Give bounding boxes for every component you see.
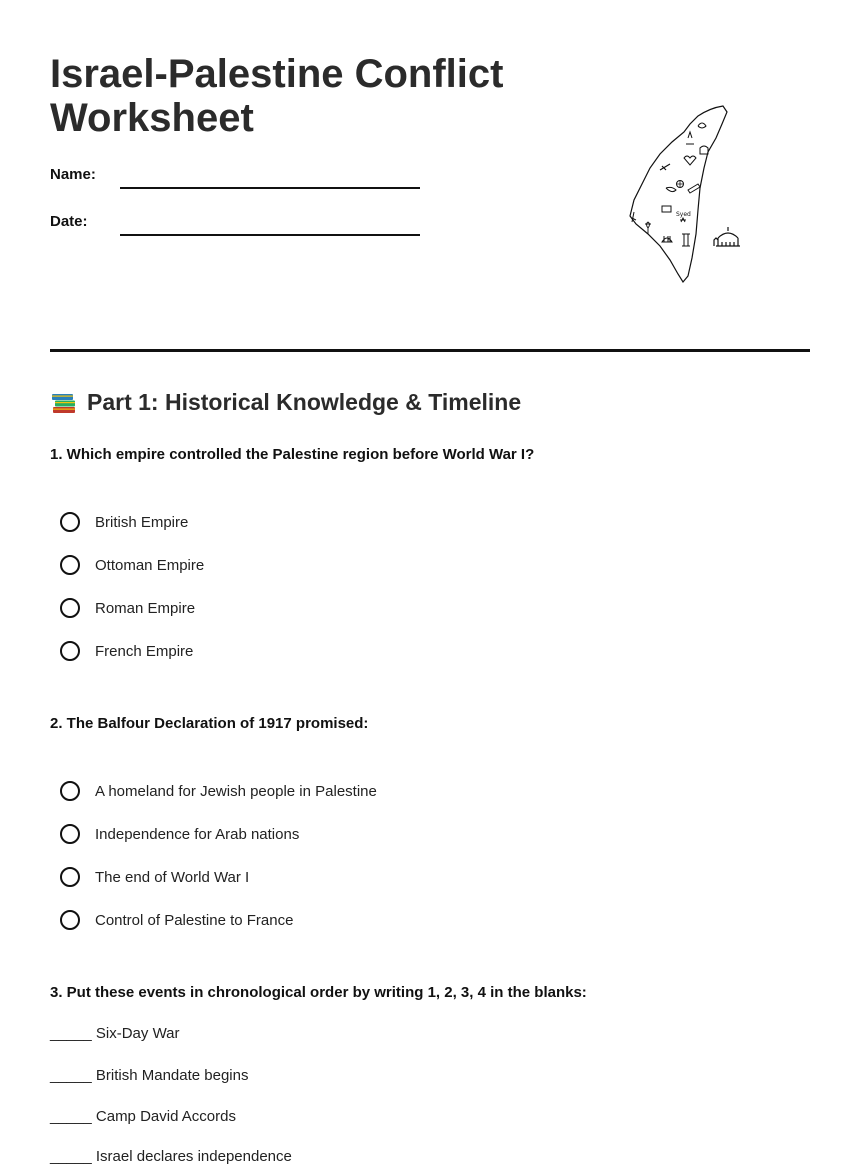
option-label: Ottoman Empire	[95, 556, 205, 574]
radio-button[interactable]	[60, 555, 80, 575]
radio-button[interactable]	[60, 824, 80, 844]
q1-option-3[interactable]	[60, 598, 195, 618]
q1-option-4[interactable]	[60, 641, 193, 661]
part-1-heading	[50, 388, 521, 416]
q1-option-2[interactable]	[60, 555, 204, 575]
q2-option-3[interactable]	[60, 867, 249, 887]
radio-button[interactable]	[60, 641, 80, 661]
map-illustration	[626, 100, 750, 286]
map-signature: Syed	[676, 211, 691, 218]
option-label: Roman Empire	[95, 599, 196, 617]
order-item-3[interactable]	[50, 1108, 236, 1125]
order-blank[interactable]: _____	[50, 1148, 92, 1165]
option-label: British Empire	[95, 513, 189, 531]
q2-option-2[interactable]	[60, 824, 299, 844]
option-label: French Empire	[95, 642, 194, 660]
option-label: The end of World War I	[95, 868, 250, 886]
part-1-heading-text: Part 1: Historical Knowledge & Timeline	[87, 388, 522, 415]
question-3: 3. Put these events in chronological order by writing 1, 2, 3, 4 in the blanks:	[50, 984, 587, 1001]
date-label: Date:	[50, 213, 88, 230]
name-field[interactable]	[120, 187, 420, 189]
worksheet-title: Israel-Palestine Conflict Worksheet	[50, 52, 504, 140]
order-item-label: Israel declares independence	[95, 1148, 292, 1165]
order-blank[interactable]: _____	[50, 1108, 92, 1125]
name-label: Name:	[50, 166, 96, 183]
books-icon	[50, 388, 78, 416]
radio-button[interactable]	[60, 512, 80, 532]
q2-option-4[interactable]	[60, 910, 293, 930]
order-item-label: Camp David Accords	[95, 1108, 236, 1125]
date-field[interactable]	[120, 234, 420, 236]
radio-button[interactable]	[60, 598, 80, 618]
radio-button[interactable]	[60, 910, 80, 930]
option-label: A homeland for Jewish people in Palestine	[95, 782, 377, 800]
q2-option-1[interactable]	[60, 781, 377, 801]
q1-option-1[interactable]	[60, 512, 188, 532]
option-label: Independence for Arab nations	[95, 825, 300, 843]
order-item-1[interactable]	[50, 1025, 180, 1042]
question-2: 2. The Balfour Declaration of 1917 promised:	[50, 715, 369, 732]
order-item-label: British Mandate begins	[95, 1067, 249, 1084]
order-blank[interactable]: _____	[50, 1067, 92, 1084]
radio-button[interactable]	[60, 867, 80, 887]
order-blank[interactable]: _____	[50, 1025, 92, 1042]
order-item-2[interactable]	[50, 1067, 248, 1084]
order-item-4[interactable]	[50, 1148, 292, 1165]
section-divider	[50, 349, 810, 352]
radio-button[interactable]	[60, 781, 80, 801]
question-1: 1. Which empire controlled the Palestine region before World War I?	[50, 446, 535, 463]
order-item-label: Six-Day War	[95, 1025, 180, 1042]
option-label: Control of Palestine to France	[95, 911, 294, 929]
